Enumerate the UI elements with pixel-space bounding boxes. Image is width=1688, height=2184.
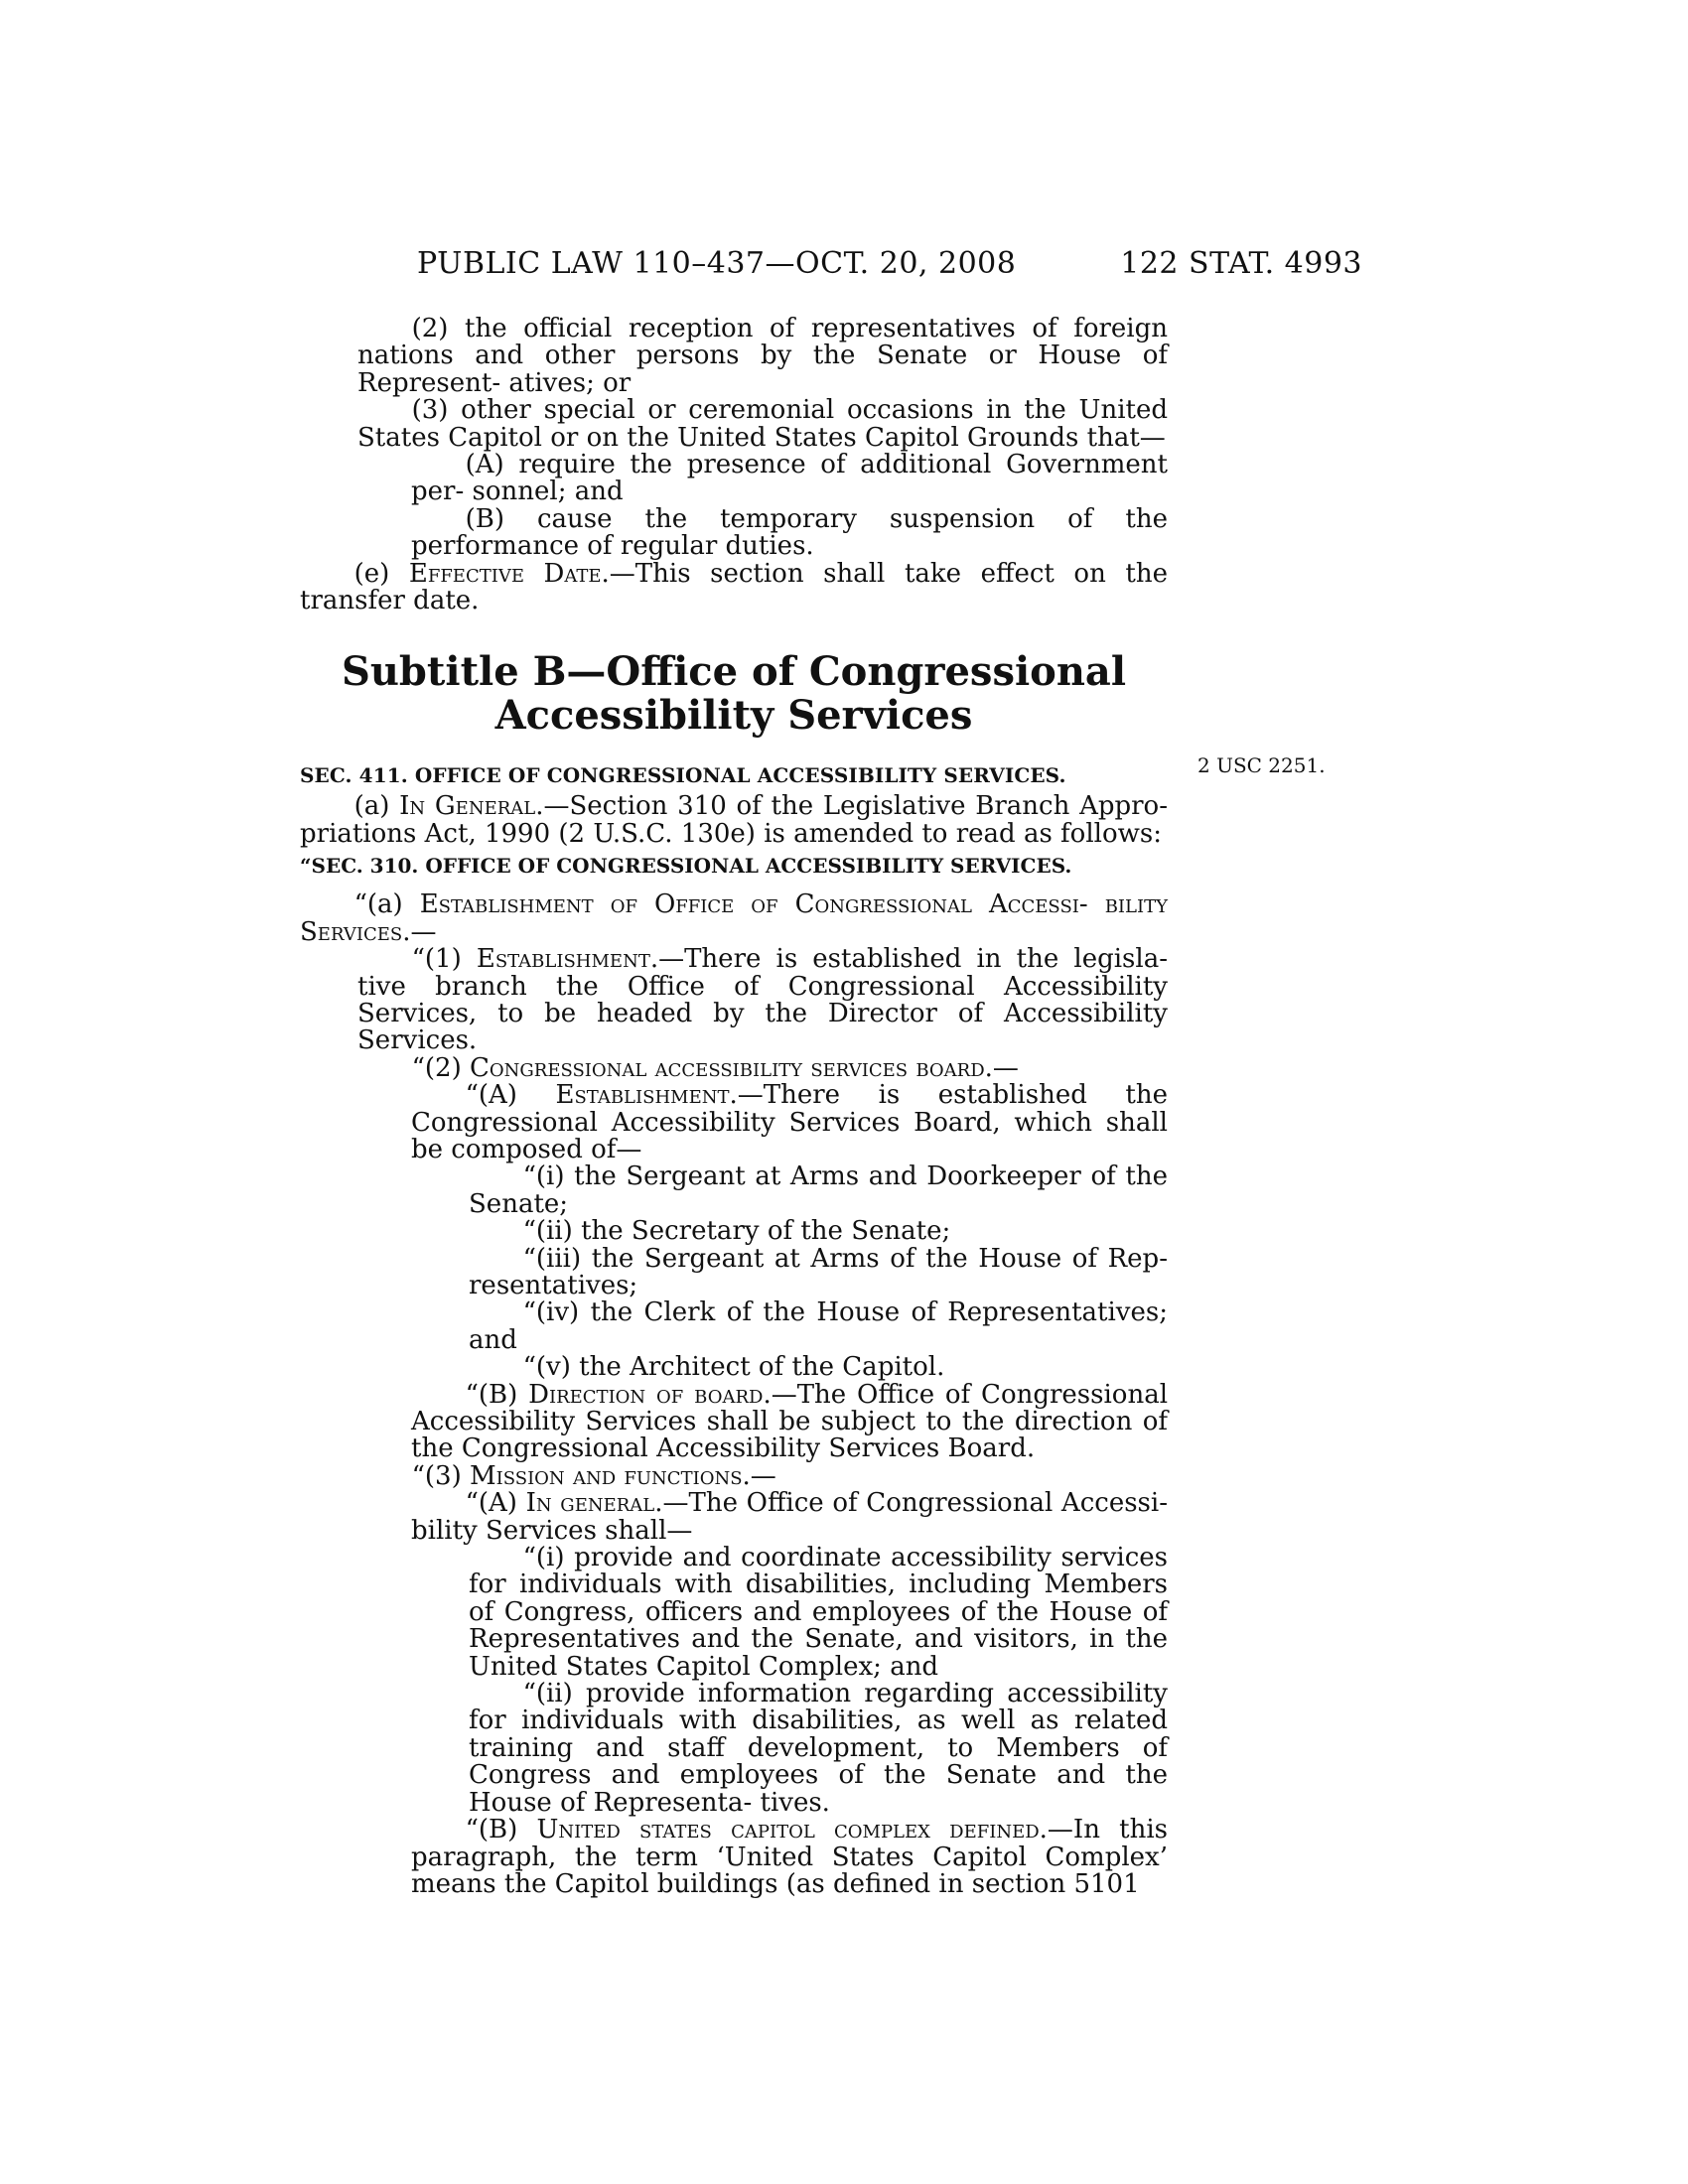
- effective-date-label: (e): [353, 558, 409, 589]
- paragraph-2-heading: Congressional accessibility services board: [469, 1052, 985, 1083]
- subtitle-heading: Subtitle B—Office of Congressional Accessibility Services: [341, 648, 1127, 740]
- section-310-heading: “SEC. 310. OFFICE OF CONGRESSIONAL ACCESSIBILITY SERVICES.: [300, 854, 1072, 879]
- section-411-heading: SEC. 411. OFFICE OF CONGRESSIONAL ACCESSIBILITY SERVICES.: [300, 763, 1066, 788]
- establishment-text: .—: [402, 916, 437, 947]
- subparagraph-b-suspension: (B) cause the temporary suspension of the performance of regular duties.: [411, 503, 1168, 562]
- establishment-label: “(a): [353, 889, 420, 920]
- mission-clause-i: “(i) provide and coordinate accessibility services for individuals with disabilities, including Members of Congress, officers and employees of the House of Representatives and the Senate, and visitors, in the United States Capitol Complex; and: [469, 1543, 1168, 1682]
- effective-date-text: .—This section shall take effect on the transfer date.: [300, 558, 1168, 616]
- mission-heading: Mission and functions: [469, 1460, 743, 1491]
- paragraph-3-mission: [300, 1460, 1168, 1491]
- board-establishment-heading: Establishment: [555, 1080, 730, 1111]
- usc-margin-note: 2 USC 2251.: [1197, 753, 1326, 777]
- effective-date-heading: Effective Date: [408, 558, 602, 589]
- mission-general-text: .—The Office of Congressional Accessi- bility Services shall—: [411, 1488, 1169, 1546]
- paragraph-3-ceremonial-occasions: (3) other special or ceremonial occasions in the United States Capitol or on the United States Capitol Grounds that—: [357, 395, 1168, 453]
- board-member-i: “(i) the Sergeant at Arms and Doorkeeper of the Senate;: [469, 1161, 1168, 1219]
- mission-text: .—: [742, 1460, 776, 1491]
- effective-date-paragraph: [300, 558, 1168, 616]
- paragraph-1-label: “(1): [411, 944, 477, 975]
- capitol-complex-text: .—In this paragraph, the term ‘United States Capitol Complex’ means the Capitol buildings (as defined in section 5101: [411, 1815, 1168, 1899]
- document-body: [300, 316, 1168, 1898]
- paragraph-1-heading: Establishment: [476, 944, 650, 975]
- paragraph-2-official-reception: (2) the official reception of representatives of foreign nations and other persons by the Senate or House of Represent- atives; or: [357, 314, 1168, 398]
- public-law-citation: PUBLIC LAW 110–437—OCT. 20, 2008: [417, 246, 1017, 281]
- subparagraph-a-personnel: (A) require the presence of additional Government per- sonnel; and: [411, 450, 1168, 507]
- direction-heading: Direction of board: [528, 1379, 764, 1410]
- board-member-iii: “(iii) the Sergeant at Arms of the House of Rep- resentatives;: [469, 1243, 1168, 1300]
- establishment-heading: Establishment of Office of Congressional Accessi- bility Services: [300, 889, 1168, 947]
- mission-in-general: [300, 1490, 1168, 1545]
- board-member-ii: “(ii) the Secretary of the Senate;: [522, 1216, 951, 1247]
- capitol-complex-heading: United states capitol complex defined: [536, 1815, 1040, 1845]
- direction-label: “(B): [465, 1379, 529, 1410]
- board-establishment-label: “(A): [465, 1080, 556, 1111]
- mission-general-label: “(A): [465, 1488, 526, 1519]
- subsection-a-heading: In General: [399, 791, 536, 822]
- subsection-a-in-general: [300, 793, 1168, 848]
- board-member-v: “(v) the Architect of the Capitol.: [522, 1352, 945, 1383]
- paragraph-2-board: [300, 1052, 1168, 1083]
- paragraph-1-establishment: [300, 946, 1168, 1055]
- board-member-iv: “(iv) the Clerk of the House of Representatives; and: [469, 1297, 1168, 1355]
- board-establishment: [300, 1082, 1168, 1163]
- mission-clause-ii: “(ii) provide information regarding accessibility for individuals with disabilities, as well as related training and staff development, to Members of Congress and employees of the Senate and the House of Representa- tives.: [469, 1679, 1168, 1818]
- mission-label: “(3): [411, 1460, 470, 1491]
- direction-of-board: [300, 1379, 1169, 1464]
- capitol-complex-defined: [300, 1817, 1168, 1898]
- subsection-a-label: (a): [353, 791, 400, 822]
- establishment-of-office: [300, 891, 1168, 946]
- paragraph-2-label: “(2): [411, 1052, 470, 1083]
- running-header: [298, 246, 1362, 286]
- board-establishment-text: .—There is established the Congressional Accessibility Services Board, which shall be composed of—: [411, 1080, 1168, 1164]
- direction-text: .—The Office of Congressional Accessibility Services shall be subject to the direction of the Congressional Accessibility Services Board.: [411, 1379, 1169, 1464]
- mission-general-heading: In general: [525, 1488, 655, 1519]
- capitol-complex-label: “(B): [465, 1815, 537, 1845]
- paragraph-2-text: .—: [984, 1052, 1019, 1083]
- paragraph-1-text: .—There is established in the legisla- tive branch the Office of Congressional Accessibility Services, to be headed by the Director of Accessibility Services.: [357, 944, 1168, 1056]
- statutes-page-number: 122 STAT. 4993: [1120, 246, 1362, 281]
- subsection-a-text: .—Section 310 of the Legislative Branch Appro- priations Act, 1990 (2 U.S.C. 130e) is amended to read as follows:: [300, 791, 1168, 849]
